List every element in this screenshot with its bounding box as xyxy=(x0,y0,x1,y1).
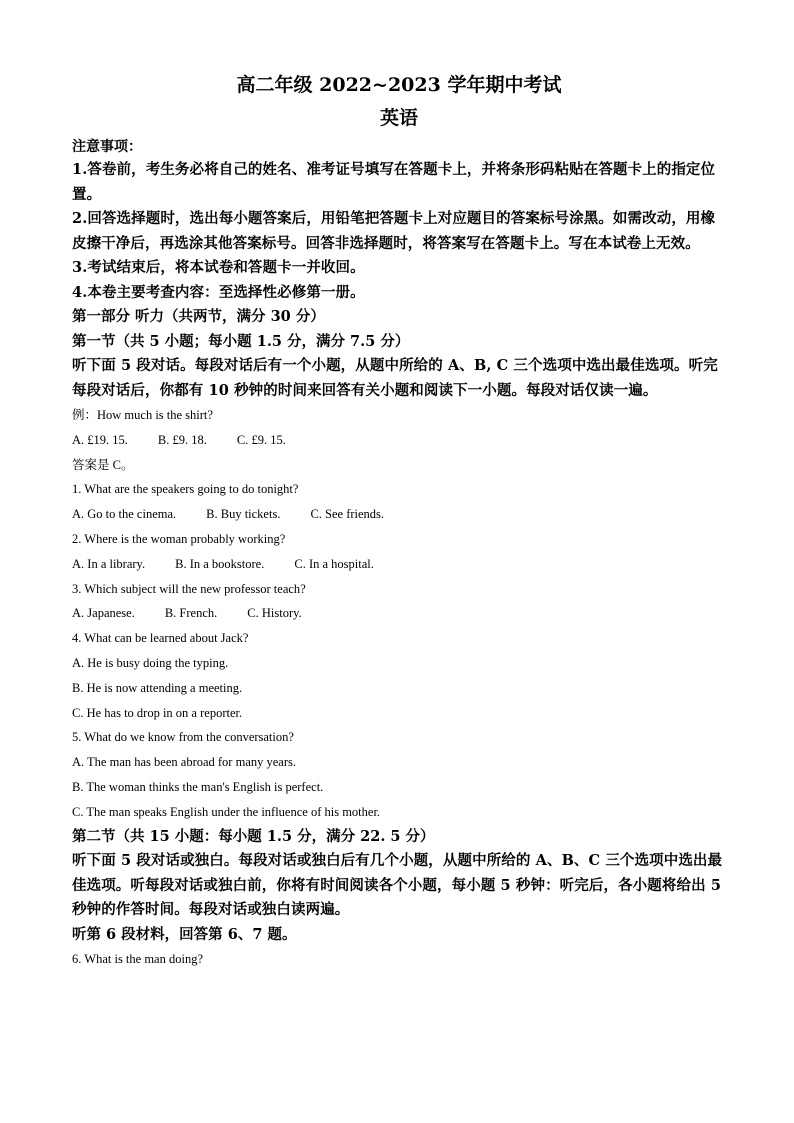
material-heading: 听第 6 段材料，回答第 6、7 题。 xyxy=(72,925,297,943)
option-a: A. £19. 15. xyxy=(72,432,128,447)
question-5: 5. What do we know from the conversation? xyxy=(72,730,294,745)
notice-heading: 注意事项： xyxy=(72,139,142,155)
question-3: 3. Which subject will the new professor teach? xyxy=(72,581,306,596)
option-a: A. In a library. xyxy=(72,556,146,571)
section2-instructions: 听下面 5 段对话或独白。每段对话或独白后有几个小题，从题中所给的 A、B、C 三个选项中选出最佳选项。听每段对话或独白前，你将有时间阅读各个小题，每小题 5 秒钟：听完后，各小题将给出 5 秒钟的作答时间。每段对话或独白读两遍。 xyxy=(72,852,723,919)
option-b: B. The woman thinks the man's English is perfect. xyxy=(72,779,324,794)
option-b: B. Buy tickets. xyxy=(206,507,281,522)
option-b: B. French. xyxy=(164,606,218,621)
subject-title: 英语 xyxy=(379,107,418,129)
example-options xyxy=(72,428,726,453)
notice-item: 3.考试结束后，将本试卷和答题卡一并收回。 xyxy=(72,259,365,276)
option-c: C. See friends. xyxy=(310,507,385,522)
notice-list xyxy=(72,158,726,305)
section1-heading: 第一节（共 5 小题；每小题 1.5 分，满分 7.5 分） xyxy=(72,332,410,350)
question-4: 4. What can be learned about Jack? xyxy=(72,631,249,646)
option-c: C. He has to drop in on a reporter. xyxy=(72,705,243,720)
option-b: B. He is now attending a meeting. xyxy=(72,680,243,695)
option-b: B. £9. 18. xyxy=(157,432,207,447)
option-c: C. The man speaks English under the influence of his mother. xyxy=(72,804,381,819)
section1-instructions: 听下面 5 段对话。每段对话后有一个小题，从题中所给的 A、B, C 三个选项中选出最佳选项。听完每段对话后，你都有 10 秒钟的时间来回答有关小题和阅读下一小题。每段对话仅读一遍。 xyxy=(72,357,718,399)
question-1-options xyxy=(72,502,726,527)
option-c: C. History. xyxy=(247,606,302,621)
option-b: B. In a bookstore. xyxy=(175,556,265,571)
example-question: 例：How much is the shirt? xyxy=(72,408,213,422)
option-c: C. £9. 15. xyxy=(236,432,286,447)
option-c: C. In a hospital. xyxy=(294,556,374,571)
example-answer: 答案是 C。 xyxy=(72,457,134,472)
notice-item: 2.回答选择题时，选出每小题答案后，用铅笔把答题卡上对应题目的答案标号涂黑。如需改动，用橡皮擦干净后，再选涂其他答案标号。回答非选择题时，将答案写在答题卡上。写在本试卷上无效。 xyxy=(72,210,716,252)
part1-heading: 第一部分 听力（共两节，满分 30 分） xyxy=(72,308,325,325)
question-6: 6. What is the man doing? xyxy=(72,952,203,967)
question-1: 1. What are the speakers going to do tonight? xyxy=(72,482,299,497)
notice-item: 4.本卷主要考查内容：至选择性必修第一册。 xyxy=(72,283,365,301)
option-a: A. Japanese. xyxy=(72,606,135,621)
question-3-options xyxy=(72,601,726,626)
option-a: A. The man has been abroad for many years. xyxy=(72,755,296,770)
page-title: 高二年级 2022~2023 学年期中考试 xyxy=(236,74,562,96)
option-a: A. Go to the cinema. xyxy=(72,507,177,522)
section2-heading: 第二节（共 15 小题：每小题 1.5 分，满分 22. 5 分） xyxy=(72,827,435,845)
question-2: 2. Where is the woman probably working? xyxy=(72,531,286,546)
exam-page xyxy=(72,70,726,972)
notice-item: 1.答卷前，考生务必将自己的姓名、准考证号填写在答题卡上，并将条形码粘贴在答题卡上的指定位置。 xyxy=(72,161,716,203)
option-a: A. He is busy doing the typing. xyxy=(72,655,229,670)
question-2-options xyxy=(72,552,726,577)
